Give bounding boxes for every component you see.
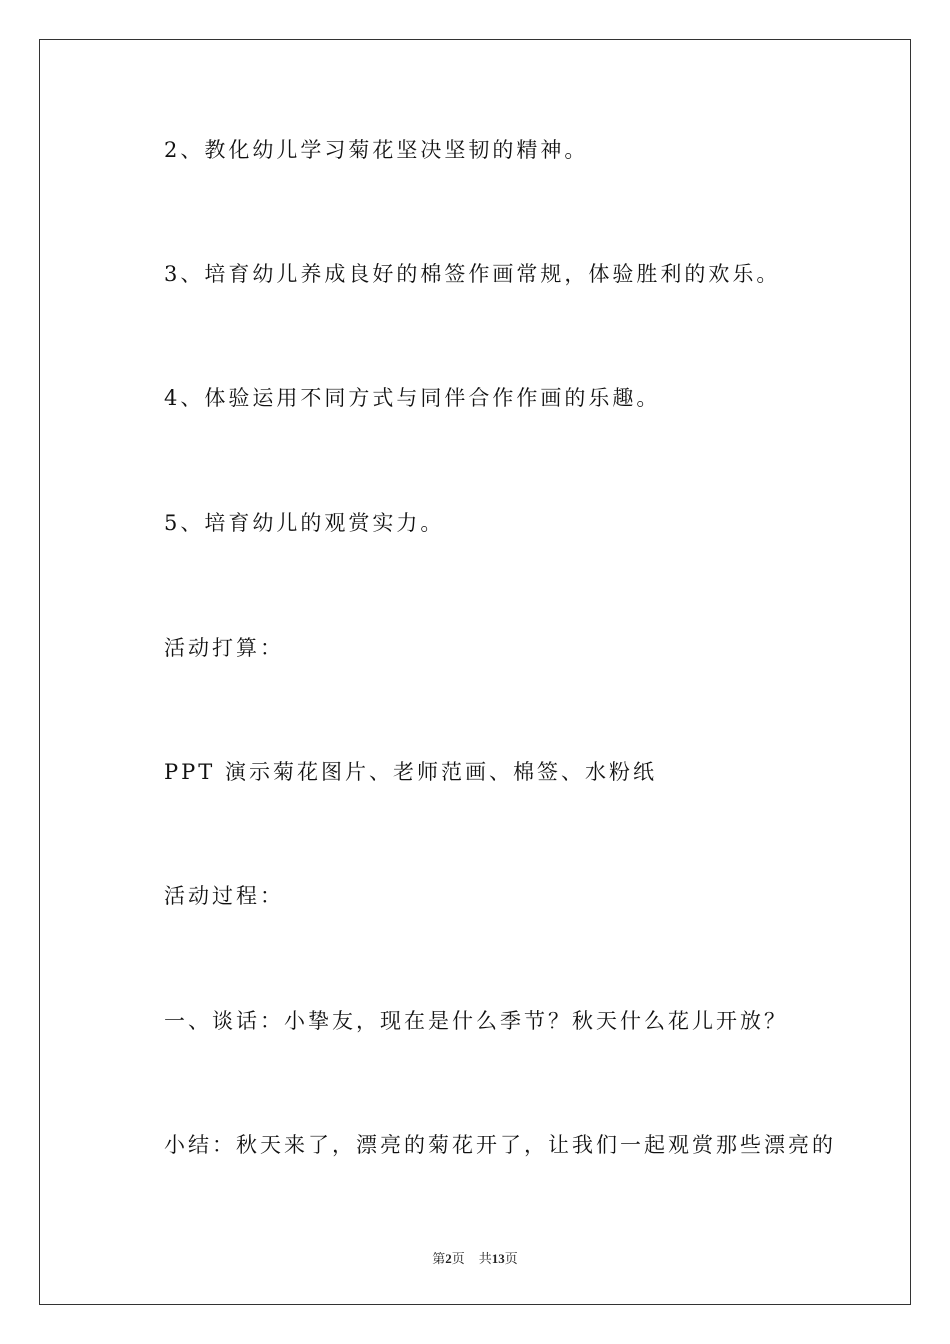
paragraph-summary: 小结：秋天来了，漂亮的菊花开了，让我们一起观赏那些漂亮的 xyxy=(164,1133,836,1157)
footer-total-prefix: 共 xyxy=(478,1251,492,1266)
heading-preparation: 活动打算： xyxy=(164,636,284,660)
page-border xyxy=(39,39,911,1305)
footer-total-pages: 13 xyxy=(491,1251,505,1266)
footer-total-unit: 页 xyxy=(504,1251,518,1266)
footer-page-number: 2 xyxy=(445,1251,452,1266)
paragraph-goal-3: 3、培育幼儿养成良好的棉签作画常规，体验胜利的欢乐。 xyxy=(164,262,781,286)
paragraph-goal-4: 4、体验运用不同方式与同伴合作作画的乐趣。 xyxy=(164,386,661,410)
footer-page-unit: 页 xyxy=(451,1251,465,1266)
paragraph-materials: PPT 演示菊花图片、老师范画、棉签、水粉纸 xyxy=(164,760,657,784)
paragraph-goal-5: 5、培育幼儿的观赏实力。 xyxy=(164,511,445,535)
paragraph-goal-2: 2、教化幼儿学习菊花坚决坚韧的精神。 xyxy=(164,138,589,162)
page-footer xyxy=(0,1248,950,1267)
paragraph-conversation: 一、谈话：小挚友，现在是什么季节？秋天什么花儿开放？ xyxy=(164,1009,788,1033)
footer-prefix: 第 xyxy=(432,1251,446,1266)
heading-process: 活动过程： xyxy=(164,884,284,908)
